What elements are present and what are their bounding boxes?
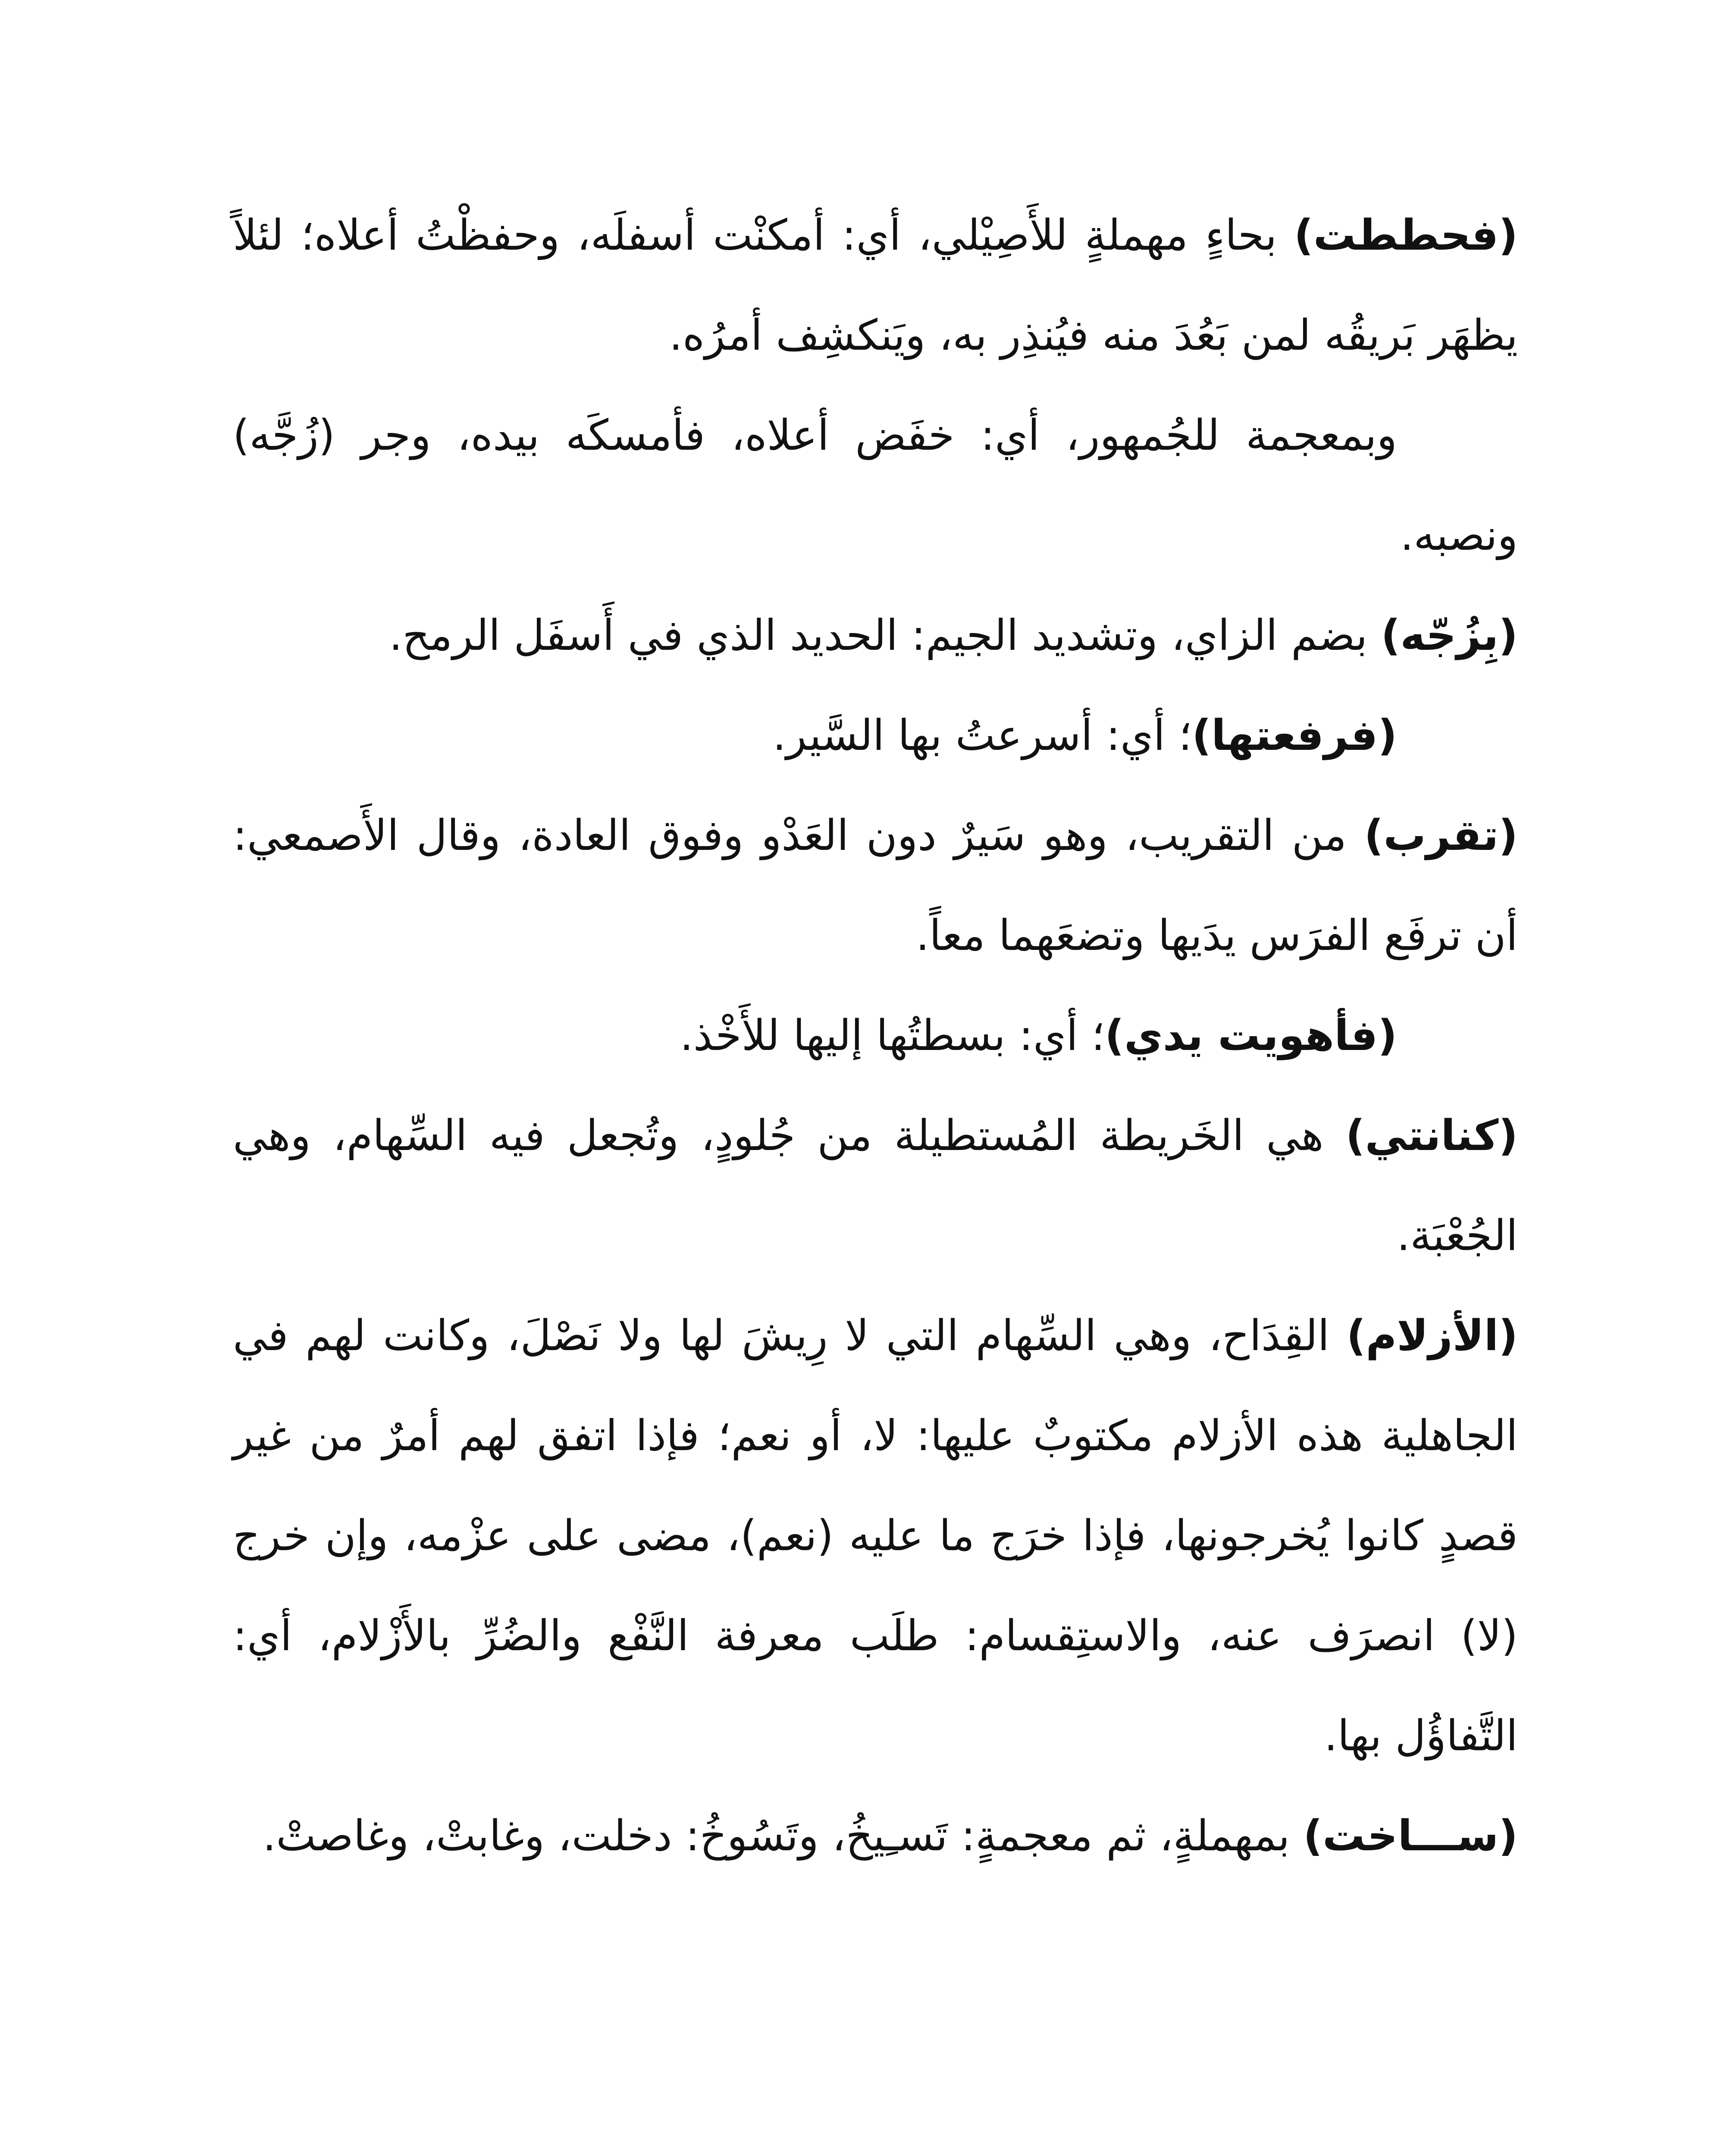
paragraph-text: بحاءٍ مهملةٍ للأَصِيْلي، أي: أمكنْت أسفلَه، وحفظْتُ أعلاه؛ لئلاً يظهَر بَريقُه لمن بَعُدَ منه فيُنذِر به، ويَنكشِف أمرُه.: [233, 211, 1518, 360]
paragraph-3: [233, 586, 1518, 686]
headword: (فحططت): [1294, 211, 1518, 260]
paragraph-text: وبمعجمة للجُمهور، أي: خفَض أعلاه، فأمسكَه بيده، وجر (زُجَّه) ونصبه.: [233, 411, 1518, 560]
paragraph-text: بضم الزاي، وتشديد الجيم: الحديد الذي في أَسفَل الرمح.: [389, 611, 1381, 660]
headword: (كنانتي): [1345, 1111, 1518, 1160]
paragraph-text: بمهملةٍ، ثم معجمةٍ: تَسـِيخُ، وتَسُوخُ: دخلت، وغابتْ، وغاصتْ.: [263, 1811, 1304, 1861]
paragraph-text: ؛ أي: بسطتُها إليها للأَخْذ.: [680, 1011, 1105, 1060]
main-text: [233, 185, 1518, 1886]
paragraph-6: [233, 986, 1518, 1086]
headword: (فرفعتها): [1192, 711, 1397, 760]
headword: (الأزلام): [1346, 1311, 1518, 1360]
paragraph-text: القِدَاح، وهي السِّهام التي لا رِيشَ لها ولا نَصْلَ، وكانت لهم في الجاهلية هذه الأزلام مكتوبٌ عليها: لا، أو نعم؛ فإذا اتفق لهم أمرٌ من غير قصدٍ كانوا يُخرجونها، فإذا خرَج ما عليه (نعم)، مضى على عزْمه، وإن خرج (لا) انصرَف عنه، والاستِقسام: طلَب معرفة النَّفْع والضُرِّ بالأَزْلام، أي: التَّفاؤُل بها.: [233, 1311, 1518, 1761]
headword: (ســـاخت): [1303, 1811, 1518, 1861]
headword: (فأهويت يدي): [1105, 1011, 1397, 1060]
headword: (بِزُجّه): [1381, 611, 1518, 660]
headword: (تقرب): [1364, 811, 1518, 860]
paragraph-4: [233, 686, 1518, 786]
paragraph-1: [233, 185, 1518, 385]
paragraph-2: [233, 385, 1518, 586]
paragraph-text: هي الخَريطة المُستطيلة من جُلودٍ، وتُجعل فيه السِّهام، وهي الجُعْبَة.: [233, 1111, 1518, 1260]
paragraph-7: [233, 1086, 1518, 1286]
paragraph-5: [233, 786, 1518, 986]
paragraph-9: [233, 1786, 1518, 1886]
paragraph-text: من التقريب، وهو سَيرٌ دون العَدْو وفوق العادة، وقال الأَصمعي: أن ترفَع الفرَس يدَيها وتضعَهما معاً.: [233, 811, 1518, 960]
paragraph-8: [233, 1286, 1518, 1786]
paragraph-text: ؛ أي: أسرعتُ بها السَّير.: [772, 711, 1192, 760]
